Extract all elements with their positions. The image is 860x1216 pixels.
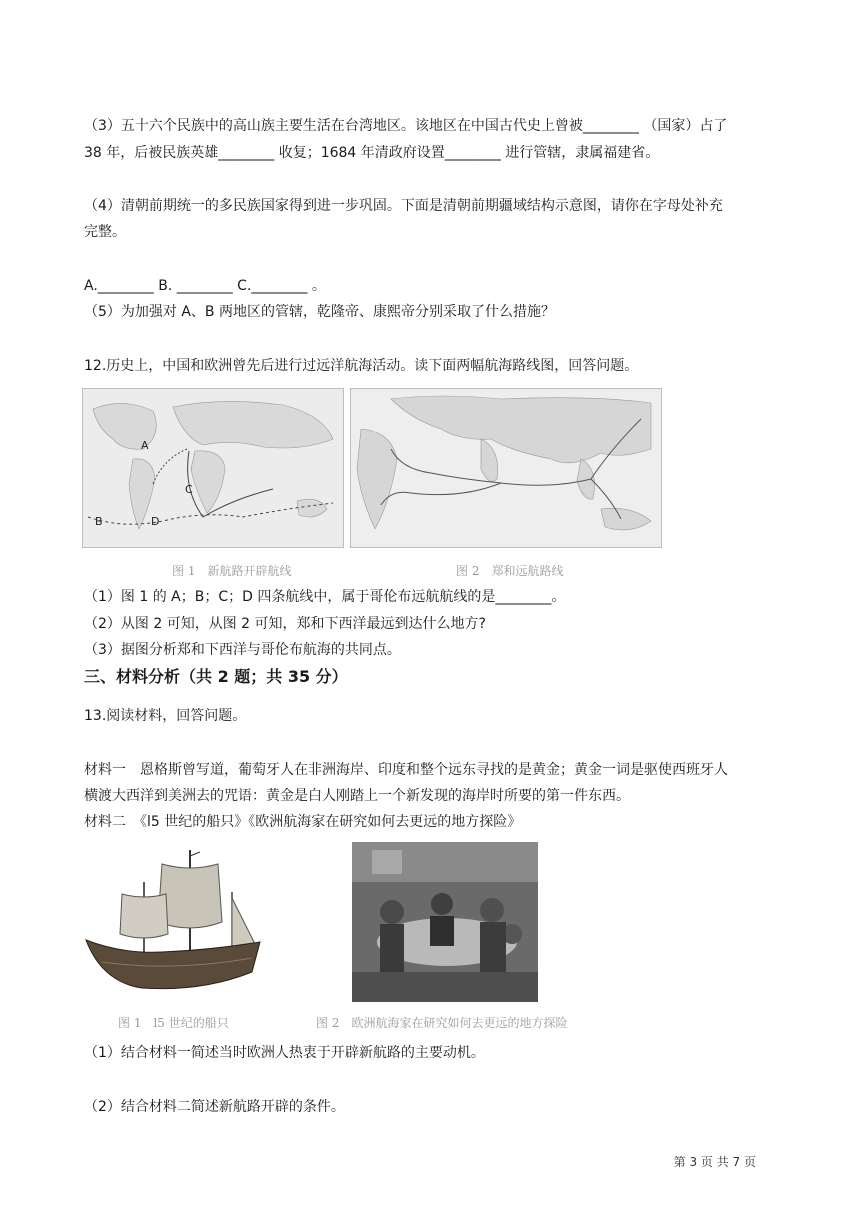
page-number: 第 3 页 共 7 页: [673, 1155, 756, 1169]
img1-caption: 图 1 l5 世纪的船只: [118, 1016, 229, 1030]
fifteenth-century-ship-image: [82, 842, 268, 1008]
q12-sub1: （1）图 1 的 A；B；C；D 四条航线中，属于哥伦布远航航线的是________。: [84, 589, 566, 605]
q11-part3-line2: 38 年，后被民族英雄________ 收复；1684 年清政府设置________ 进行管辖，隶属福建省。: [84, 145, 660, 161]
q12-stem: 12.历史上，中国和欧洲曾先后进行过远洋航海活动。读下面两幅航海路线图，回答问题。: [84, 358, 639, 374]
q13-material1-line1: 材料一 恩格斯曾写道，葡萄牙人在非洲海岸、印度和整个远东寻找的是黄金；黄金一词是驱使西班牙人: [84, 762, 728, 778]
section3-title: 三、材料分析（共 2 题；共 35 分）: [84, 667, 348, 686]
fig2-caption: 图 2 郑和远航路线: [456, 564, 564, 578]
q13-material1-line2: 横渡大西洋到美洲去的咒语：黄金是白人刚踏上一个新发现的海岸时所要的第一件东西。: [84, 788, 630, 804]
q11-part5: （5）为加强对 A、B 两地区的管辖，乾隆帝、康熙帝分别采取了什么措施？: [84, 304, 555, 320]
q11-blanks: A.________ B. ________ C.________ 。: [84, 278, 326, 294]
q11-part4-line1: （4）清朝前期统一的多民族国家得到进一步巩固。下面是清朝前期疆域结构示意图，请你在字母处补充: [84, 198, 723, 214]
route-label-d: D: [151, 515, 160, 528]
zheng-he-routes-map: [350, 388, 662, 548]
q12-sub2: （2）从图 2 可知，从图 2 可知，郑和下西洋最远到达什么地方?: [84, 616, 486, 632]
route-label-c: C: [185, 483, 193, 496]
new-sea-routes-map: [82, 388, 344, 548]
q13-sub1: （1）结合材料一简述当时欧洲人热衷于开辟新航路的主要动机。: [84, 1045, 485, 1061]
navigators-studying-image: [352, 842, 538, 1002]
img2-caption: 图 2 欧洲航海家在研究如何去更远的地方探险: [316, 1016, 568, 1030]
q11-part4-line2: 完整。: [84, 224, 126, 240]
fig1-caption: 图 1 新航路开辟航线: [172, 564, 292, 578]
route-label-b: B: [95, 515, 103, 528]
q12-sub3: （3）据图分析郑和下西洋与哥伦布航海的共同点。: [84, 642, 401, 658]
q13-stem: 13.阅读材料，回答问题。: [84, 708, 247, 724]
q13-sub2: （2）结合材料二简述新航路开辟的条件。: [84, 1099, 345, 1115]
q11-part3-line1: （3）五十六个民族中的高山族主要生活在台湾地区。该地区在中国古代史上曾被________ （国家）占了: [84, 118, 728, 134]
q13-material2: 材料二 《l5 世纪的船只》《欧洲航海家在研究如何去更远的地方探险》: [84, 814, 522, 830]
route-label-a: A: [141, 439, 149, 452]
